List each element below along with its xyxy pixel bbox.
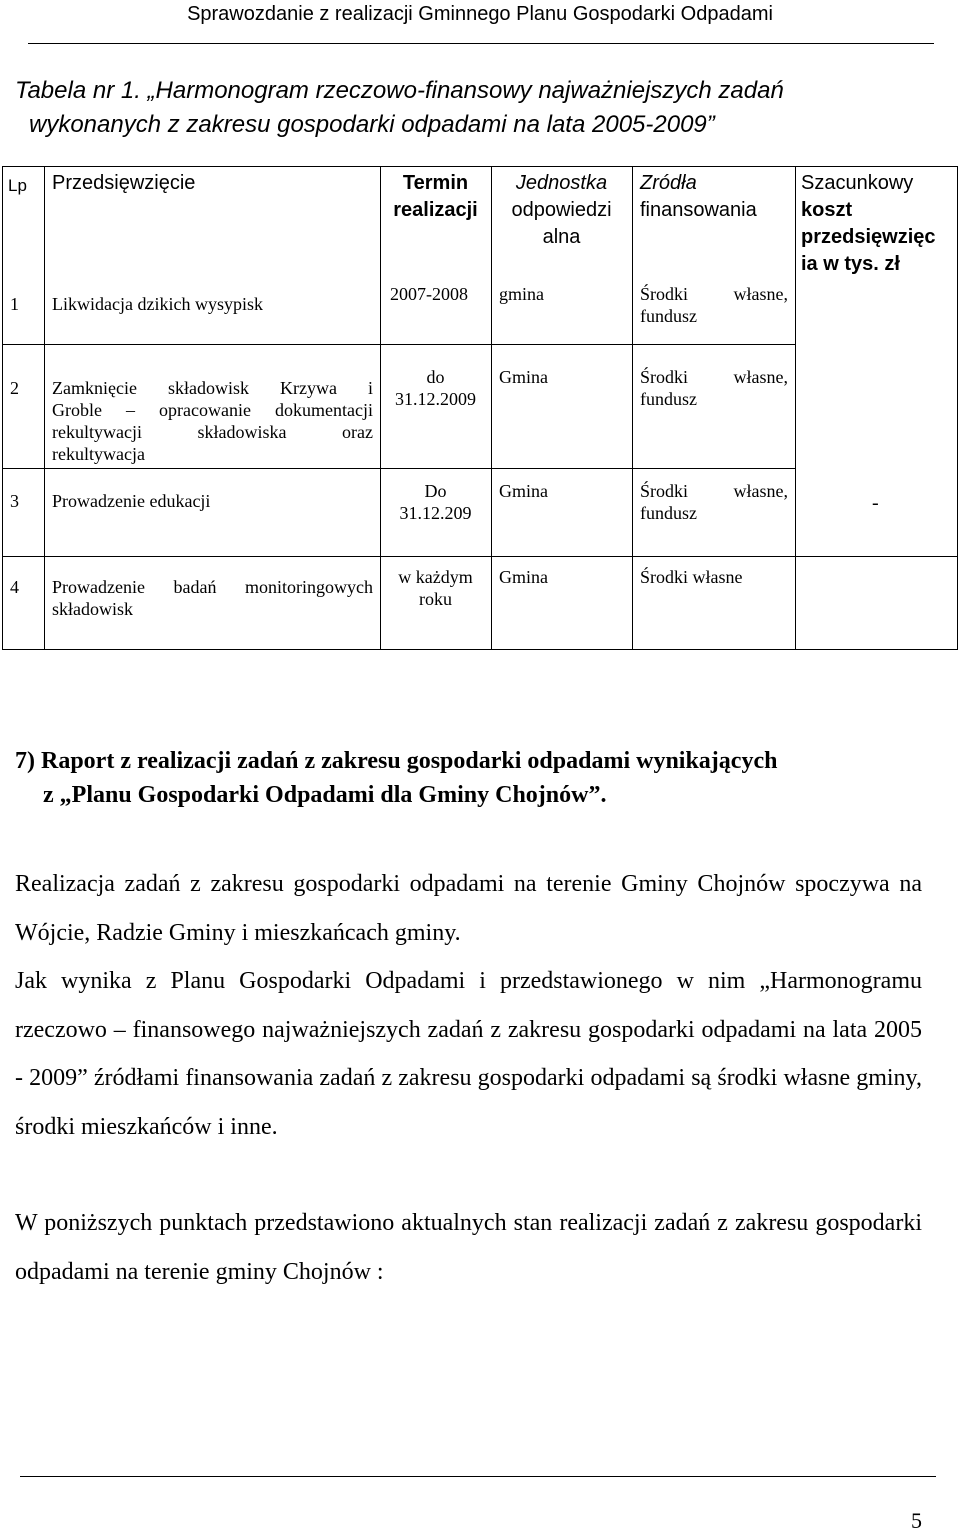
header-koszt: Szacunkowy koszt przedsięwzięc ia w tys. zł <box>801 172 936 275</box>
header-rule <box>28 43 934 44</box>
header-jednostka: Jednostka odpowiedzi alna <box>511 172 612 248</box>
row2-jednostka: Gmina <box>499 367 548 387</box>
row4-name: Prowadzenie badań monitoringowych składowisk <box>52 577 373 619</box>
paragraph-2: Jak wynika z Planu Gospodarki Odpadami i przedstawionego w nim „Harmonogramu rzeczowo – finansowego najważniejszych zadań z zakresu gospodarki odpadami na lata 2005 - 2009” źródłami finansowania zadań z zakresu gospodarki odpadami są środki własne gminy, środki mieszkańców i inne. <box>15 968 922 1140</box>
paragraph-1: Realizacja zadań z zakresu gospodarki odpadami na terenie Gminy Chojnów spoczywa na Wójcie, Radzie Gminy i mieszkańcach gminy. <box>15 871 922 946</box>
header-lp: Lp <box>8 176 27 195</box>
row4-jednostka: Gmina <box>499 567 548 587</box>
row1-jednostka: gmina <box>499 284 544 304</box>
row2-name: Zamknięcie składowisk Krzywa i Groble – opracowanie dokumentacji rekultywacji składowiska oraz rekultywacja <box>52 378 373 464</box>
row4-lp: 4 <box>10 577 19 597</box>
row1-zrodla: Środki własne, fundusz <box>640 284 788 326</box>
footer-rule <box>20 1476 936 1477</box>
row1-lp: 1 <box>10 294 19 314</box>
row3-jednostka: Gmina <box>499 481 548 501</box>
section-heading-line-2: z „Planu Gospodarki Odpadami dla Gminy Chojnów”. <box>43 782 607 808</box>
header-zrodla: Zródła finansowania <box>640 172 757 221</box>
header-termin: Termin realizacji <box>393 172 478 221</box>
row3-termin: Do 31.12.209 <box>399 481 472 523</box>
section-heading-line-1: 7) Raport z realizacji zadań z zakresu gospodarki odpadami wynikających <box>15 748 778 774</box>
row3-koszt: - <box>872 492 879 514</box>
row3-zrodla: Środki własne, fundusz <box>640 481 788 523</box>
page-number: 5 <box>911 1508 922 1533</box>
row2-zrodla: Środki własne, fundusz <box>640 367 788 409</box>
row3-lp: 3 <box>10 491 19 511</box>
running-header: Sprawozdanie z realizacji Gminnego Planu Gospodarki Odpadami <box>187 3 773 25</box>
row4-termin: w każdym roku <box>398 567 473 609</box>
row2-lp: 2 <box>10 378 19 398</box>
caption-line-1: Tabela nr 1. „Harmonogram rzeczowo-finansowy najważniejszych zadań <box>15 77 784 104</box>
row3-name: Prowadzenie edukacji <box>52 491 211 511</box>
paragraph-3: W poniższych punktach przedstawiono aktualnych stan realizacji zadań z zakresu gospodarki odpadami na terenie gminy Chojnów : <box>15 1210 922 1285</box>
row1-termin: 2007-2008 <box>390 284 468 304</box>
schedule-table <box>2 166 958 650</box>
row1-name: Likwidacja dzikich wysypisk <box>52 294 263 314</box>
row4-zrodla: Środki własne <box>640 567 743 587</box>
table-caption <box>15 74 935 142</box>
row2-termin: do 31.12.2009 <box>395 367 476 409</box>
header-przedsiewziecie: Przedsięwzięcie <box>52 172 196 194</box>
section-heading <box>15 744 925 812</box>
caption-line-2: wykonanych z zakresu gospodarki odpadami na lata 2005-2009” <box>29 111 715 138</box>
